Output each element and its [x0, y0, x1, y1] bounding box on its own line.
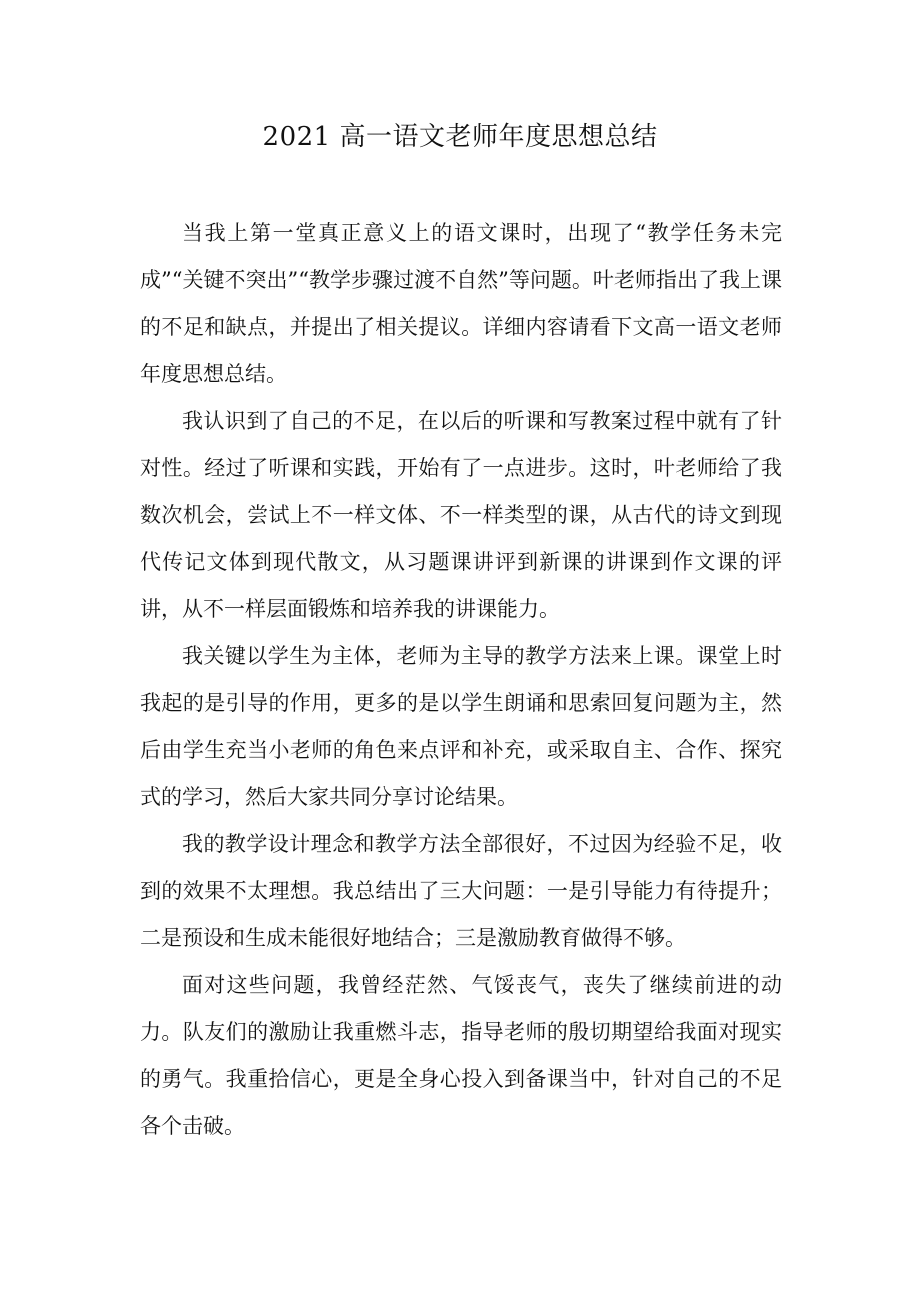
document-title: 2021 高一语文老师年度思想总结	[262, 122, 658, 152]
document-body	[140, 210, 782, 1150]
paragraph-3: 我关键以学生为主体，老师为主导的教学方法来上课。课堂上时我起的是引导的作用，更多的是以学生朗诵和思索回复问题为主，然后由学生充当小老师的角色来点评和补充，或采取自主、合作、探究式的学习，然后大家共同分享讨论结果。	[140, 644, 782, 809]
paragraph-5: 面对这些问题，我曾经茫然、气馁丧气，丧失了继续前进的动力。队友们的激励让我重燃斗志，指导老师的殷切期望给我面对现实的勇气。我重拾信心，更是全身心投入到备课当中，针对自己的不足各个击破。	[140, 973, 782, 1138]
paragraph-2: 我认识到了自己的不足，在以后的听课和写教案过程中就有了针对性。经过了听课和实践，开始有了一点进步。这时，叶老师给了我数次机会，尝试上不一样文体、不一样类型的课，从古代的诗文到现代传记文体到现代散文，从习题课讲评到新课的讲课到作文课的评讲，从不一样层面锻炼和培养我的讲课能力。	[140, 409, 782, 621]
paragraph-4: 我的教学设计理念和教学方法全部很好，不过因为经验不足，收到的效果不太理想。我总结出了三大问题：一是引导能力有待提升；二是预设和生成未能很好地结合；三是激励教育做得不够。	[140, 832, 782, 950]
paragraph-1: 当我上第一堂真正意义上的语文课时，出现了“教学任务未完成”“关键不突出”“教学步骤过渡不自然”等问题。叶老师指出了我上课的不足和缺点，并提出了相关提议。详细内容请看下文高一语文老师年度思想总结。	[140, 221, 782, 386]
